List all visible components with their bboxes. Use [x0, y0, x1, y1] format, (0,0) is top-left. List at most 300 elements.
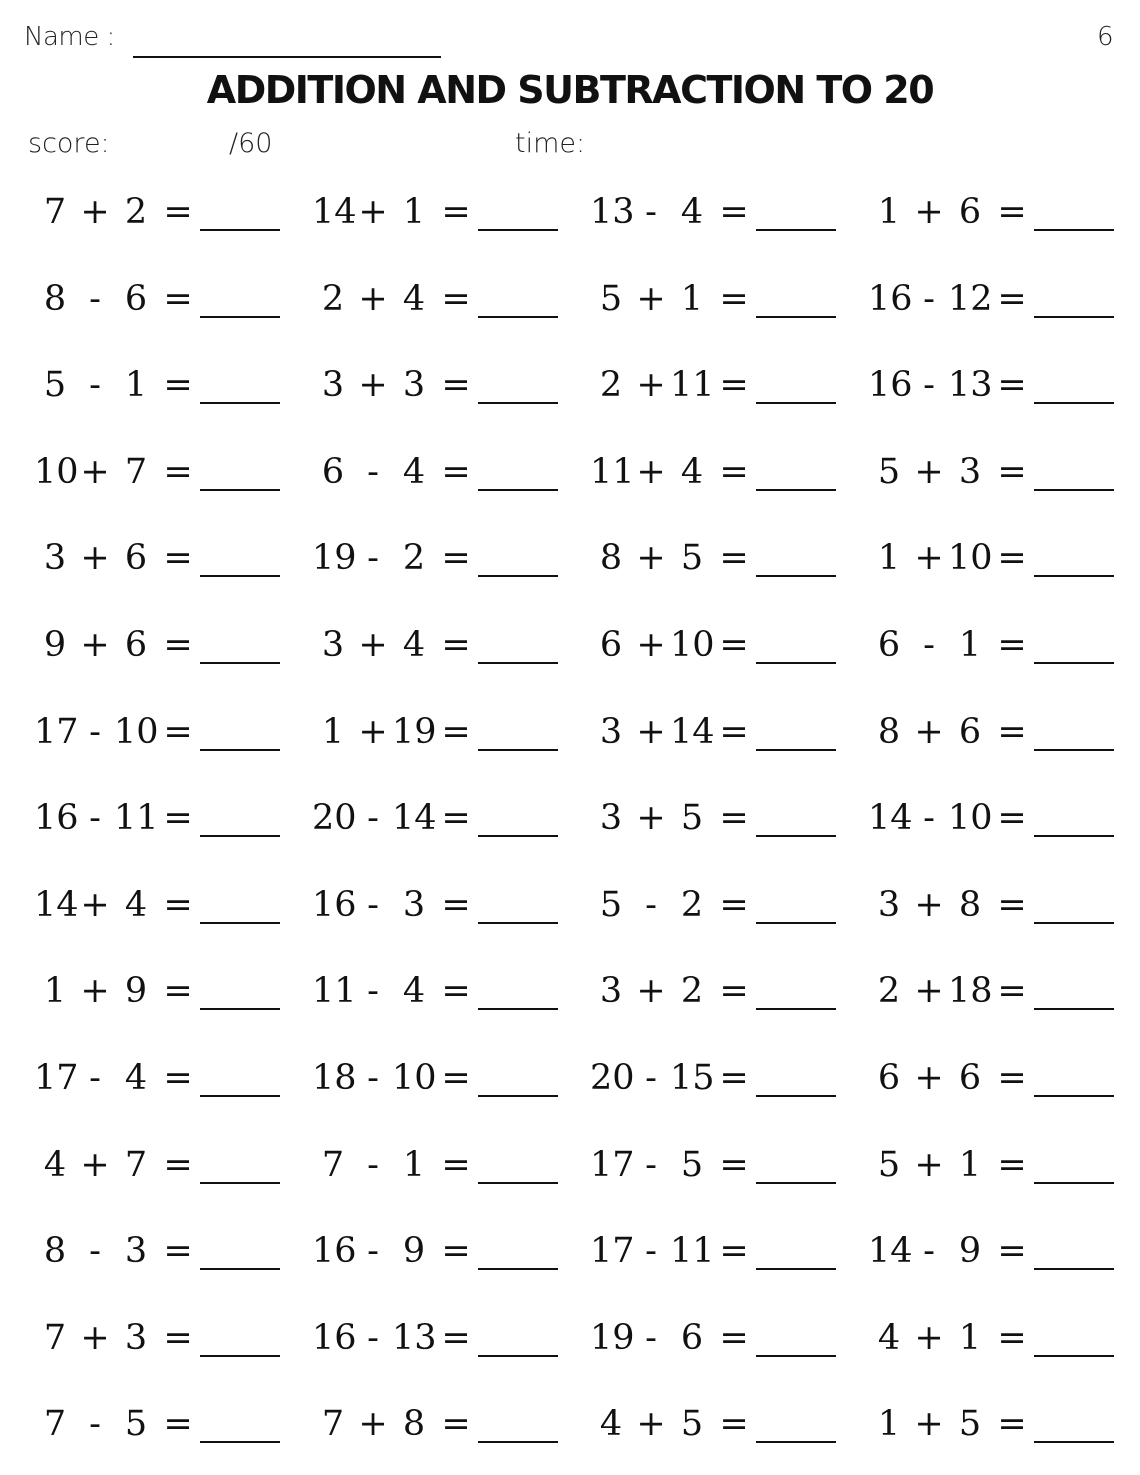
- first-number: 16: [312, 1231, 357, 1271]
- operator: +: [358, 279, 388, 319]
- problem-row: [0, 603, 1140, 689]
- second-number: 14: [670, 712, 715, 752]
- operator: +: [80, 192, 110, 232]
- second-number: 1: [958, 625, 982, 665]
- equals-sign: =: [997, 452, 1027, 492]
- problem: [868, 704, 1140, 754]
- answer-blank[interactable]: [478, 489, 558, 491]
- problem: [34, 1050, 314, 1100]
- answer-blank[interactable]: [756, 229, 836, 231]
- equals-sign: =: [163, 1231, 193, 1271]
- first-number: 16: [868, 365, 913, 405]
- first-number: 3: [43, 538, 67, 578]
- problem: [590, 357, 870, 407]
- problem: [590, 1223, 870, 1273]
- operator: +: [914, 192, 944, 232]
- second-number: 2: [680, 885, 704, 925]
- score-label: score:: [28, 128, 110, 159]
- first-number: 16: [868, 279, 913, 319]
- first-number: 2: [599, 365, 623, 405]
- problem: [868, 877, 1140, 927]
- problem: [312, 1396, 592, 1446]
- answer-blank[interactable]: [478, 402, 558, 404]
- operator: +: [358, 1404, 388, 1444]
- problem: [312, 617, 592, 667]
- answer-blank[interactable]: [200, 922, 280, 924]
- answer-blank[interactable]: [1034, 835, 1114, 837]
- first-number: 11: [590, 452, 635, 492]
- second-number: 7: [124, 1145, 148, 1185]
- problem: [34, 271, 314, 321]
- operator: +: [914, 885, 944, 925]
- first-number: 7: [321, 1145, 345, 1185]
- operator: +: [358, 365, 388, 405]
- problem: [590, 184, 870, 234]
- operator: +: [80, 1145, 110, 1185]
- problem-row: [0, 1123, 1140, 1209]
- equals-sign: =: [163, 538, 193, 578]
- answer-blank[interactable]: [1034, 1268, 1114, 1270]
- first-number: 1: [43, 971, 67, 1011]
- first-number: 7: [43, 1404, 67, 1444]
- problem: [312, 271, 592, 321]
- answer-blank[interactable]: [200, 1095, 280, 1097]
- first-number: 10: [34, 452, 79, 492]
- answer-blank[interactable]: [478, 1268, 558, 1270]
- first-number: 16: [34, 798, 79, 838]
- answer-blank[interactable]: [478, 1008, 558, 1010]
- answer-blank[interactable]: [200, 1268, 280, 1270]
- second-number: 4: [124, 885, 148, 925]
- answer-blank[interactable]: [200, 229, 280, 231]
- operator: +: [636, 971, 666, 1011]
- second-number: 1: [958, 1318, 982, 1358]
- problem: [312, 530, 592, 580]
- problem-row: [0, 257, 1140, 343]
- problem-row: [0, 170, 1140, 256]
- problem: [34, 790, 314, 840]
- operator: +: [914, 452, 944, 492]
- equals-sign: =: [163, 279, 193, 319]
- problem: [34, 877, 314, 927]
- second-number: 13: [392, 1318, 437, 1358]
- first-number: 3: [599, 712, 623, 752]
- problem-row: [0, 1296, 1140, 1382]
- problem: [590, 1137, 870, 1187]
- problem-row: [0, 949, 1140, 1035]
- answer-blank[interactable]: [200, 1355, 280, 1357]
- first-number: 2: [321, 279, 345, 319]
- problem-row: [0, 1382, 1140, 1468]
- second-number: 3: [402, 365, 426, 405]
- operator: -: [367, 798, 379, 838]
- problem: [312, 1137, 592, 1187]
- answer-blank[interactable]: [756, 402, 836, 404]
- second-number: 13: [948, 365, 993, 405]
- answer-blank[interactable]: [1034, 662, 1114, 664]
- answer-blank[interactable]: [756, 489, 836, 491]
- equals-sign: =: [997, 712, 1027, 752]
- equals-sign: =: [719, 1058, 749, 1098]
- first-number: 8: [43, 279, 67, 319]
- first-number: 3: [599, 798, 623, 838]
- operator: -: [89, 1404, 101, 1444]
- problem-row: [0, 690, 1140, 776]
- problem: [34, 963, 314, 1013]
- equals-sign: =: [163, 1318, 193, 1358]
- answer-blank[interactable]: [478, 229, 558, 231]
- answer-blank[interactable]: [200, 402, 280, 404]
- problem: [868, 790, 1140, 840]
- equals-sign: =: [163, 1058, 193, 1098]
- operator: -: [367, 1318, 379, 1358]
- score-total: /60: [229, 128, 273, 159]
- answer-blank[interactable]: [1034, 749, 1114, 751]
- second-number: 9: [402, 1231, 426, 1271]
- operator: +: [636, 452, 666, 492]
- first-number: 1: [877, 1404, 901, 1444]
- second-number: 2: [124, 192, 148, 232]
- equals-sign: =: [997, 1404, 1027, 1444]
- operator: +: [914, 1058, 944, 1098]
- second-number: 6: [958, 712, 982, 752]
- problem: [34, 357, 314, 407]
- answer-blank[interactable]: [1034, 575, 1114, 577]
- problem: [312, 790, 592, 840]
- operator: -: [645, 1231, 657, 1271]
- problem: [590, 877, 870, 927]
- operator: +: [80, 625, 110, 665]
- problem: [34, 1396, 314, 1446]
- second-number: 14: [392, 798, 437, 838]
- answer-blank[interactable]: [200, 662, 280, 664]
- first-number: 17: [34, 1058, 79, 1098]
- problem: [868, 1396, 1140, 1446]
- second-number: 11: [670, 1231, 715, 1271]
- operator: -: [89, 712, 101, 752]
- operator: +: [914, 1404, 944, 1444]
- name-field-line[interactable]: [133, 56, 441, 58]
- time-label: time:: [515, 128, 586, 159]
- problem: [590, 704, 870, 754]
- problem-row: [0, 1209, 1140, 1295]
- second-number: 5: [680, 538, 704, 578]
- second-number: 4: [124, 1058, 148, 1098]
- problem-row: [0, 343, 1140, 429]
- operator: -: [367, 885, 379, 925]
- answer-blank[interactable]: [1034, 922, 1114, 924]
- equals-sign: =: [441, 452, 471, 492]
- operator: +: [358, 192, 388, 232]
- second-number: 4: [402, 279, 426, 319]
- operator: +: [914, 971, 944, 1011]
- first-number: 9: [43, 625, 67, 665]
- answer-blank[interactable]: [1034, 1182, 1114, 1184]
- problem: [590, 271, 870, 321]
- problem: [868, 963, 1140, 1013]
- second-number: 1: [958, 1145, 982, 1185]
- equals-sign: =: [163, 625, 193, 665]
- answer-blank[interactable]: [478, 1182, 558, 1184]
- operator: -: [367, 452, 379, 492]
- operator: -: [645, 1058, 657, 1098]
- equals-sign: =: [163, 1404, 193, 1444]
- equals-sign: =: [997, 1058, 1027, 1098]
- problem: [312, 1050, 592, 1100]
- second-number: 6: [958, 1058, 982, 1098]
- first-number: 14: [312, 192, 357, 232]
- answer-blank[interactable]: [756, 1182, 836, 1184]
- first-number: 13: [590, 192, 635, 232]
- problem: [590, 790, 870, 840]
- answer-blank[interactable]: [200, 749, 280, 751]
- answer-blank[interactable]: [200, 1441, 280, 1443]
- first-number: 14: [868, 1231, 913, 1271]
- equals-sign: =: [441, 192, 471, 232]
- second-number: 3: [124, 1318, 148, 1358]
- operator: +: [636, 279, 666, 319]
- problem: [590, 963, 870, 1013]
- problem-row: [0, 776, 1140, 862]
- problem-row: [0, 516, 1140, 602]
- answer-blank[interactable]: [756, 575, 836, 577]
- answer-blank[interactable]: [756, 1441, 836, 1443]
- answer-blank[interactable]: [1034, 489, 1114, 491]
- answer-blank[interactable]: [200, 835, 280, 837]
- operator: +: [80, 452, 110, 492]
- answer-blank[interactable]: [478, 575, 558, 577]
- first-number: 16: [312, 885, 357, 925]
- problem: [868, 184, 1140, 234]
- second-number: 5: [958, 1404, 982, 1444]
- equals-sign: =: [163, 452, 193, 492]
- second-number: 10: [948, 538, 993, 578]
- second-number: 9: [958, 1231, 982, 1271]
- page-number: 6: [1097, 22, 1114, 52]
- second-number: 10: [392, 1058, 437, 1098]
- answer-blank[interactable]: [200, 575, 280, 577]
- answer-blank[interactable]: [756, 1008, 836, 1010]
- operator: -: [645, 192, 657, 232]
- equals-sign: =: [719, 712, 749, 752]
- equals-sign: =: [441, 1318, 471, 1358]
- operator: -: [367, 1145, 379, 1185]
- second-number: 3: [124, 1231, 148, 1271]
- first-number: 3: [321, 365, 345, 405]
- answer-blank[interactable]: [756, 1268, 836, 1270]
- operator: -: [923, 365, 935, 405]
- first-number: 17: [590, 1231, 635, 1271]
- answer-blank[interactable]: [756, 316, 836, 318]
- equals-sign: =: [441, 971, 471, 1011]
- answer-blank[interactable]: [1034, 1008, 1114, 1010]
- problem: [312, 963, 592, 1013]
- first-number: 3: [877, 885, 901, 925]
- problem: [312, 184, 592, 234]
- equals-sign: =: [997, 538, 1027, 578]
- answer-blank[interactable]: [478, 1441, 558, 1443]
- operator: -: [645, 1318, 657, 1358]
- first-number: 6: [877, 1058, 901, 1098]
- answer-blank[interactable]: [1034, 229, 1114, 231]
- equals-sign: =: [719, 625, 749, 665]
- first-number: 20: [590, 1058, 635, 1098]
- problem: [34, 704, 314, 754]
- problem: [590, 1050, 870, 1100]
- operator: -: [89, 365, 101, 405]
- second-number: 6: [680, 1318, 704, 1358]
- equals-sign: =: [441, 1058, 471, 1098]
- equals-sign: =: [997, 192, 1027, 232]
- first-number: 7: [43, 192, 67, 232]
- equals-sign: =: [997, 971, 1027, 1011]
- operator: +: [636, 365, 666, 405]
- answer-blank[interactable]: [200, 1008, 280, 1010]
- equals-sign: =: [997, 1145, 1027, 1185]
- problem: [590, 530, 870, 580]
- problem: [312, 444, 592, 494]
- second-number: 1: [402, 192, 426, 232]
- second-number: 7: [124, 452, 148, 492]
- problem: [34, 184, 314, 234]
- first-number: 5: [877, 452, 901, 492]
- operator: +: [358, 712, 388, 752]
- second-number: 5: [680, 1404, 704, 1444]
- second-number: 3: [402, 885, 426, 925]
- second-number: 4: [402, 452, 426, 492]
- answer-blank[interactable]: [200, 1182, 280, 1184]
- operator: +: [80, 1318, 110, 1358]
- second-number: 10: [114, 712, 159, 752]
- second-number: 6: [124, 279, 148, 319]
- problem-row: [0, 863, 1140, 949]
- answer-blank[interactable]: [756, 922, 836, 924]
- first-number: 5: [43, 365, 67, 405]
- operator: +: [636, 538, 666, 578]
- equals-sign: =: [997, 1318, 1027, 1358]
- operator: +: [636, 625, 666, 665]
- second-number: 6: [124, 625, 148, 665]
- first-number: 1: [321, 712, 345, 752]
- name-label: Name :: [24, 22, 115, 52]
- answer-blank[interactable]: [1034, 1095, 1114, 1097]
- equals-sign: =: [441, 279, 471, 319]
- first-number: 19: [312, 538, 357, 578]
- first-number: 17: [34, 712, 79, 752]
- first-number: 3: [599, 971, 623, 1011]
- operator: -: [923, 625, 935, 665]
- problem: [312, 704, 592, 754]
- answer-blank[interactable]: [478, 922, 558, 924]
- answer-blank[interactable]: [478, 316, 558, 318]
- operator: -: [89, 279, 101, 319]
- second-number: 6: [124, 538, 148, 578]
- equals-sign: =: [163, 885, 193, 925]
- equals-sign: =: [997, 365, 1027, 405]
- equals-sign: =: [719, 1231, 749, 1271]
- answer-blank[interactable]: [756, 1095, 836, 1097]
- equals-sign: =: [719, 1404, 749, 1444]
- operator: -: [89, 1058, 101, 1098]
- first-number: 5: [599, 279, 623, 319]
- second-number: 9: [124, 971, 148, 1011]
- answer-blank[interactable]: [756, 662, 836, 664]
- problem: [868, 1137, 1140, 1187]
- first-number: 18: [312, 1058, 357, 1098]
- first-number: 8: [43, 1231, 67, 1271]
- operator: -: [89, 798, 101, 838]
- answer-blank[interactable]: [478, 662, 558, 664]
- first-number: 8: [877, 712, 901, 752]
- problem-row: [0, 430, 1140, 516]
- second-number: 15: [670, 1058, 715, 1098]
- first-number: 14: [868, 798, 913, 838]
- first-number: 4: [599, 1404, 623, 1444]
- problem: [34, 1223, 314, 1273]
- first-number: 8: [599, 538, 623, 578]
- operator: -: [645, 1145, 657, 1185]
- equals-sign: =: [441, 365, 471, 405]
- first-number: 17: [590, 1145, 635, 1185]
- second-number: 1: [402, 1145, 426, 1185]
- answer-blank[interactable]: [200, 489, 280, 491]
- first-number: 20: [312, 798, 357, 838]
- answer-blank[interactable]: [1034, 1355, 1114, 1357]
- equals-sign: =: [719, 1145, 749, 1185]
- second-number: 2: [402, 538, 426, 578]
- second-number: 8: [402, 1404, 426, 1444]
- equals-sign: =: [441, 712, 471, 752]
- answer-blank[interactable]: [756, 1355, 836, 1357]
- answer-blank[interactable]: [1034, 1441, 1114, 1443]
- equals-sign: =: [719, 452, 749, 492]
- operator: -: [367, 538, 379, 578]
- problem: [590, 444, 870, 494]
- answer-blank[interactable]: [200, 316, 280, 318]
- operator: +: [636, 1404, 666, 1444]
- problem: [34, 1310, 314, 1360]
- problem: [312, 877, 592, 927]
- second-number: 5: [680, 798, 704, 838]
- equals-sign: =: [719, 365, 749, 405]
- equals-sign: =: [997, 625, 1027, 665]
- problem: [868, 357, 1140, 407]
- equals-sign: =: [719, 971, 749, 1011]
- operator: +: [636, 712, 666, 752]
- second-number: 19: [392, 712, 437, 752]
- second-number: 4: [680, 452, 704, 492]
- answer-blank[interactable]: [478, 835, 558, 837]
- problem: [312, 1223, 592, 1273]
- answer-blank[interactable]: [478, 1095, 558, 1097]
- answer-blank[interactable]: [1034, 316, 1114, 318]
- answer-blank[interactable]: [756, 749, 836, 751]
- equals-sign: =: [997, 1231, 1027, 1271]
- problem: [590, 1310, 870, 1360]
- answer-blank[interactable]: [478, 1355, 558, 1357]
- worksheet-title: ADDITION AND SUBTRACTION TO 20: [206, 68, 934, 112]
- first-number: 1: [877, 538, 901, 578]
- second-number: 1: [680, 279, 704, 319]
- operator: -: [923, 798, 935, 838]
- answer-blank[interactable]: [756, 835, 836, 837]
- operator: -: [645, 885, 657, 925]
- first-number: 19: [590, 1318, 635, 1358]
- equals-sign: =: [163, 365, 193, 405]
- answer-blank[interactable]: [478, 749, 558, 751]
- operator: -: [367, 1231, 379, 1271]
- answer-blank[interactable]: [1034, 402, 1114, 404]
